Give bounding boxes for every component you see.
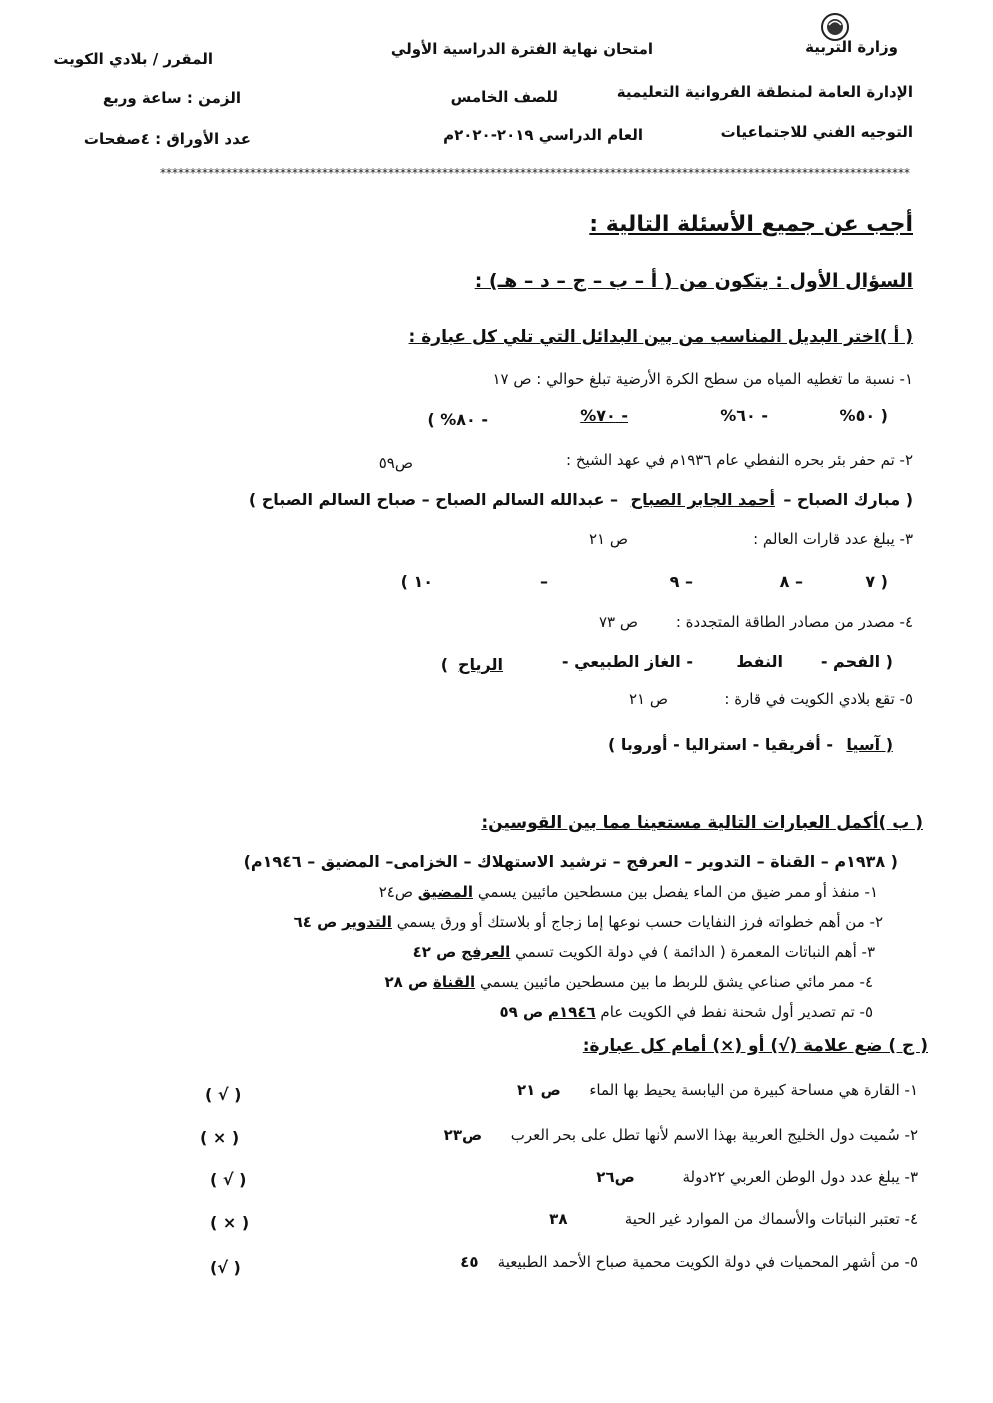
b1-text: ١- منفذ أو ممر ضيق من الماء يفصل بين مسطحين مائيين يسمي (477, 883, 878, 901)
stars-divider: ***************************************************************************************************************************** (160, 166, 910, 180)
b3-page: ص ٤٢ (412, 943, 457, 961)
b3-answer: العرفج (461, 943, 511, 961)
b2-answer: التدوير (342, 913, 392, 931)
b5-statement (500, 1003, 873, 1021)
a4-option-3: - الغاز الطبيعي - (561, 652, 693, 671)
b5-answer: ١٩٤٦م (548, 1003, 596, 1021)
c5-mark: ( √) (210, 1258, 241, 1277)
c2-statement (444, 1126, 918, 1144)
question1-title: السؤال الأول : يتكون من ( أ – ب – ج – د – هـ) : (474, 270, 913, 292)
a2-option-1: ( مبارك الصباح – (783, 490, 913, 509)
a5-option-rest: - أفريقيا - استراليا - أوروبا ) (608, 735, 833, 754)
c1-text: ١- القارة هي مساحة كبيرة من اليابسة يحيط بها الماء (589, 1081, 918, 1099)
grade-label: للصف الخامس (450, 88, 558, 106)
c1-statement (517, 1081, 918, 1099)
a2-option-3: – عبدالله السالم الصباح – صباح السالم الصباح ) (248, 490, 618, 509)
a3-option-1-answer: ( ٧ (865, 572, 888, 591)
a1-option-3-answer: - ٧٠% (580, 406, 628, 425)
c3-mark: ( √ ) (210, 1170, 247, 1189)
c4-page: ٣٨ (549, 1210, 568, 1228)
c2-mark: ( × ) (200, 1128, 240, 1147)
a3-question: ٣- يبلغ عدد قارات العالم : (753, 530, 913, 548)
c4-text: ٤- تعتبر النباتات والأسماك من الموارد غير الحية (624, 1210, 918, 1228)
supervision-name: التوجيه الفني للاجتماعيات (720, 123, 913, 141)
a4-option-4-answer: الرياح (458, 655, 503, 674)
b3-text: ٣- أهم النباتات المعمرة ( الدائمة ) في دولة الكويت تسمي (515, 943, 875, 961)
a1-option-1: ( ٥٠% (839, 406, 888, 425)
c3-statement (596, 1168, 918, 1186)
c4-mark: ( × ) (210, 1213, 250, 1232)
b1-page: ص٢٤ (378, 883, 413, 901)
c3-page: ص٢٦ (596, 1168, 635, 1186)
c1-mark: ( √ ) (205, 1085, 242, 1104)
course-label: المقرر / بلادي الكويت (53, 50, 213, 68)
b3-statement (413, 943, 875, 961)
school-year: العام الدراسي ٢٠١٩-٢٠٢٠م (443, 126, 643, 144)
part-b-word-bank: ( ١٩٣٨م – القناة – التدوير – العرفج – ترشيد الاستهلاك – الخزامى– المضيق – ١٩٤٦م) (243, 852, 898, 871)
b5-text: ٥- تم تصدير أول شحنة نفط في الكويت عام (600, 1003, 873, 1021)
a2-question: ٢- تم حفر بئر بحره النفطي عام ١٩٣٦م في عهد الشيخ : (566, 451, 913, 469)
a1-question: ١- نسبة ما تغطيه المياه من سطح الكرة الأرضية تبلغ حوالي : ص ١٧ (492, 370, 913, 388)
a4-close-paren: ) (440, 655, 448, 674)
b2-statement (294, 913, 883, 931)
part-b-title: ( ب )أكمل العبارات التالية مستعينا مما بين القوسين: (481, 813, 923, 833)
c5-statement (460, 1253, 918, 1271)
a4-option-2: النفط (736, 652, 783, 671)
exam-title: امتحان نهاية الفترة الدراسية الأولي (390, 40, 653, 58)
c1-page: ص ٢١ (517, 1081, 561, 1099)
a3-option-3: – ٩ (669, 572, 693, 591)
directorate-name: الإدارة العامة لمنطقة الفروانية التعليمية (616, 83, 913, 101)
c2-text: ٢- سُميت دول الخليج العربية بهذا الاسم لأنها تطل على بحر العرب (510, 1126, 918, 1144)
a2-option-2-answer: أحمد الجابر الصباح (630, 490, 775, 509)
a3-page: ص ٢١ (588, 530, 628, 548)
a1-option-2: - ٦٠% (720, 406, 768, 425)
b4-statement (384, 973, 873, 991)
c5-page: ٤٥ (460, 1253, 479, 1271)
part-a-title: ( أ )اختر البديل المناسب من بين البدائل التي تلي كل عبارة : (408, 327, 913, 347)
c5-text: ٥- من أشهر المحميات في دولة الكويت محمية صباح الأحمد الطبيعية (497, 1253, 918, 1271)
a5-question: ٥- تقع بلادي الكويت في قارة : (724, 690, 913, 708)
c4-statement (549, 1210, 918, 1228)
b5-page: ص ٥٩ (499, 1003, 544, 1021)
a3-option-4: ١٠ ) (400, 572, 433, 591)
a3-dash: – (540, 572, 548, 591)
b2-page: ص ٦٤ (293, 913, 338, 931)
b2-text: ٢- من أهم خطواته فرز النفايات حسب نوعها إما زجاج أو بلاستك أو ورق يسمي (396, 913, 883, 931)
a4-question: ٤- مصدر من مصادر الطاقة المتجددة : (675, 613, 913, 631)
ministry-name: وزارة التربية (805, 38, 898, 56)
b1-answer: المضيق (417, 883, 474, 901)
b4-page: ص ٢٨ (384, 973, 429, 991)
part-c-title: ( ج ) ضع علامة (√) أو (×) أمام كل عبارة: (582, 1036, 928, 1056)
time-label: الزمن : ساعة وربع (102, 89, 241, 107)
c3-text: ٣- يبلغ عدد دول الوطن العربي ٢٢دولة (682, 1168, 918, 1186)
pages-label: عدد الأوراق : ٤صفحات (83, 130, 251, 148)
instructions-heading: أجب عن جميع الأسئلة التالية : (589, 212, 913, 237)
a5-page: ص ٢١ (628, 690, 668, 708)
b4-answer: القناة (432, 973, 476, 991)
a4-page: ص ٧٣ (598, 613, 638, 631)
a3-option-2: – ٨ (779, 572, 803, 591)
a4-option-1: ( الفحم - (820, 652, 893, 671)
a5-option-1-answer: ( آسيا (846, 735, 893, 754)
c2-page: ص٢٣ (443, 1126, 483, 1144)
a2-page: ص٥٩ (378, 454, 413, 472)
a1-option-4: - ٨٠% ) (427, 410, 488, 429)
b1-statement (379, 883, 878, 901)
b4-text: ٤- ممر مائي صناعي يشق للربط ما بين مسطحين مائيين يسمي (479, 973, 873, 991)
